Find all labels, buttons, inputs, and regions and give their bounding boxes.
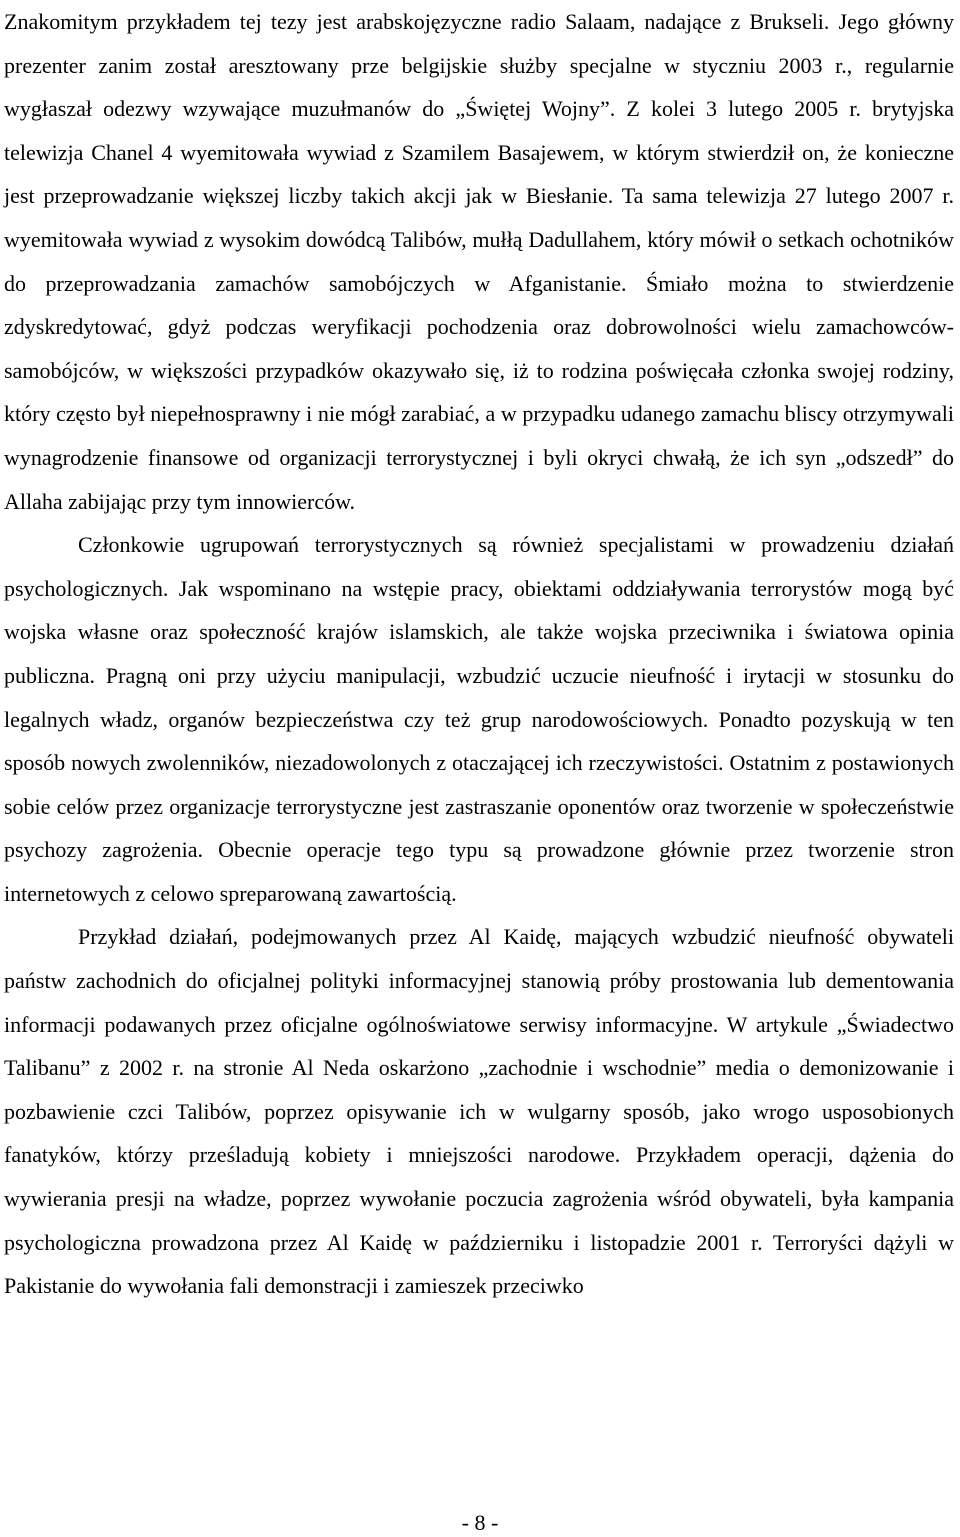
paragraph-psychological-operations: Członkowie ugrupowań terrorystycznych są również specjalistami w prowadzeniu działań psychologicznych. Jak wspominano na wstępie pracy, obiektami oddziaływania terrorystów mogą być wojska własne oraz społeczność krajów islamskich, ale także wojska przeciwnika i światowa opinia publiczna. Pragną oni przy użyciu manipulacji, wzbudzić uczucie nieufność i irytacji w stosunku do legalnych władz, organów bezpieczeństwa czy też grup narodowościowych. Ponadto pozyskują w ten sposób nowych zwolenników, niezadowolonych z otaczającej ich rzeczywistości. Ostatnim z postawionych sobie celów przez organizacje terrorystyczne jest zastraszanie oponentów oraz tworzenie w społeczeństwie psychozy zagrożenia. Obecnie operacje tego typu są prowadzone głównie przez tworzenie stron internetowych z celowo spreparowaną zawartością. bbox=[4, 532, 954, 906]
paragraph-radio-salaam: Znakomitym przykładem tej tezy jest arabskojęzyczne radio Salaam, nadające z Brukseli. Jego główny prezenter zanim został aresztowany prze belgijskie służby specjalne w styczniu 2003 r., regularnie wygłaszał odezwy wzywające muzułmanów do „Świętej Wojny”. Z kolei 3 lutego 2005 r. brytyjska telewizja Chanel 4 wyemitowała wywiad z Szamilem Basajewem, w którym stwierdził on, że konieczne jest przeprowadzanie większej liczby takich akcji jak w Biesłanie. Ta sama telewizja 27 lutego 2007 r. wyemitowała wywiad z wysokim dowódcą Talibów, mułłą Dadullahem, który mówił o setkach ochotników do przeprowadzania zamachów samobójczych w Afganistanie. Śmiało można to stwierdzenie zdyskredytować, gdyż podczas weryfikacji pochodzenia oraz dobrowolności wielu zamachowców-samobójców, w większości przypadków okazywało się, iż to rodzina poświęcała członka swojej rodziny, który często był niepełnosprawny i nie mógł zarabiać, a w przypadku udanego zamachu bliscy otrzymywali wynagrodzenie finansowe od organizacji terrorystycznej i byli okryci chwałą, że ich syn „odszedł” do Allaha zabijając przy tym innowierców. bbox=[4, 9, 954, 514]
paragraph-al-kaida-example: Przykład działań, podejmowanych przez Al Kaidę, mających wzbudzić nieufność obywateli państw zachodnich do oficjalnej polityki informacyjnej stanowią próby prostowania lub dementowania informacji podawanych przez oficjalne ogólnoświatowe serwisy informacyjne. W artykule „Świadectwo Talibanu” z 2002 r. na stronie Al Neda oskarżono „zachodnie i wschodnie” media o demonizowanie i pozbawienie czci Talibów, poprzez opisywanie ich w wulgarny sposób, jako wrogo usposobionych fanatyków, którzy prześladują kobiety i mniejszości narodowe. Przykładem operacji, dążenia do wywierania presji na władze, poprzez wywołanie poczucia zagrożenia wśród obywateli, była kampania psychologiczna prowadzona przez Al Kaidę w październiku i listopadzie 2001 r. Terroryści dążyli w Pakistanie do wywołania fali demonstracji i zamieszek przeciwko bbox=[4, 924, 954, 1299]
page-number: - 8 - bbox=[461, 1510, 499, 1535]
document-body bbox=[4, 0, 954, 1308]
